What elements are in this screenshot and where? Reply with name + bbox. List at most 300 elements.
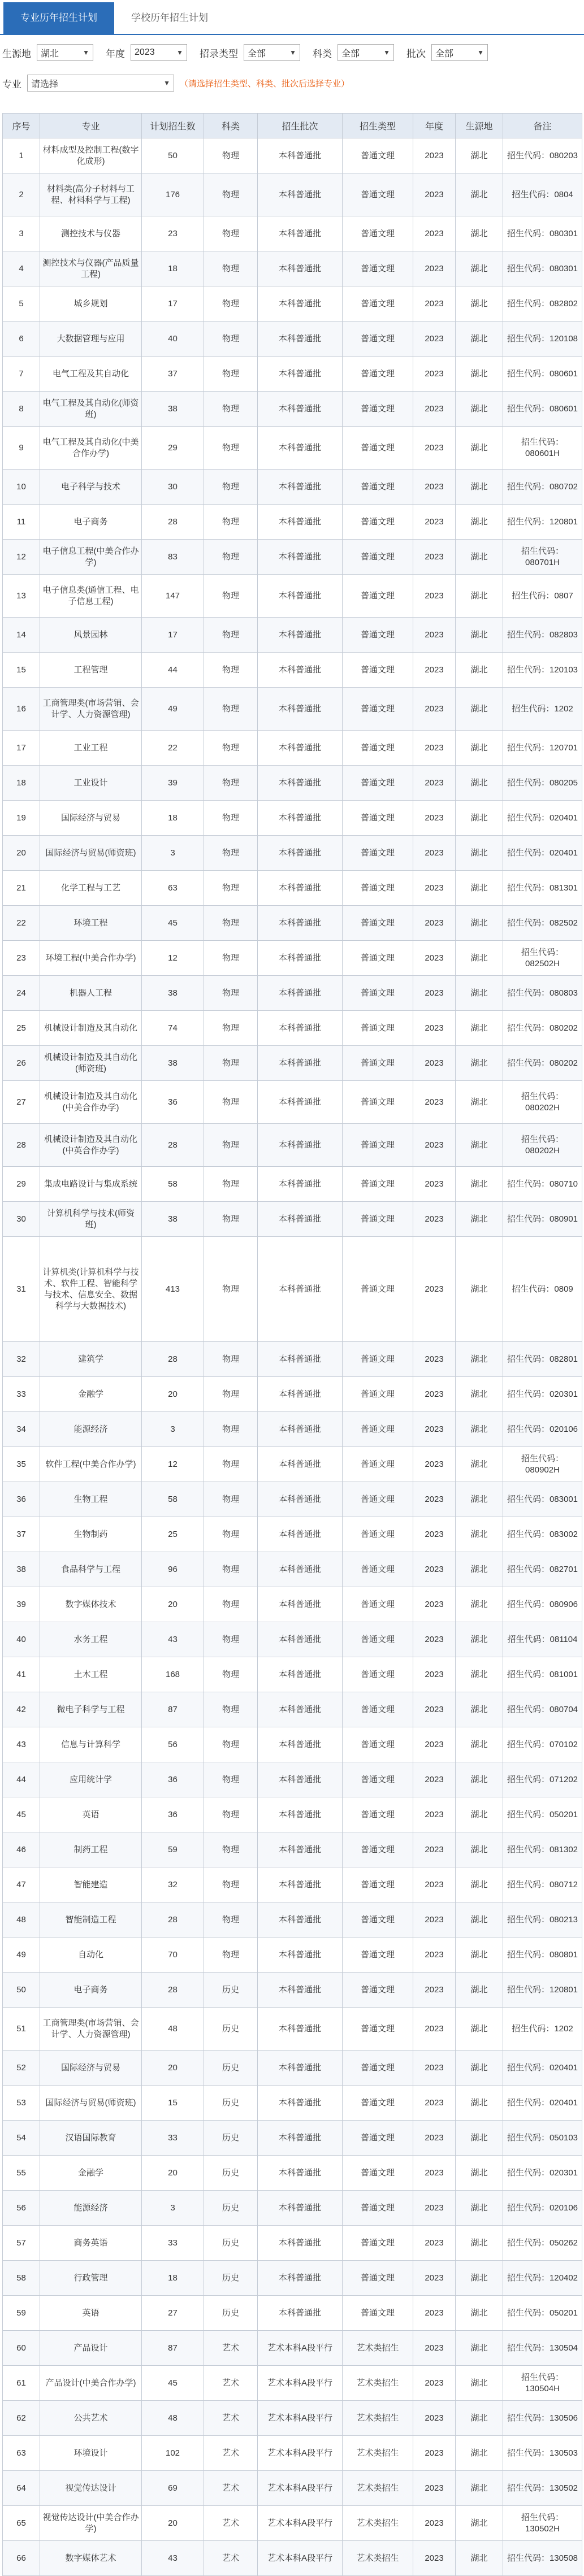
cell-plan-count: 59 [142,1832,204,1867]
cell-plan-count: 33 [142,2226,204,2261]
cell-major: 工商管理类(市场营销、会计学、人力资源管理) [40,688,142,731]
cell-index: 19 [3,801,40,836]
cell-origin: 湖北 [456,1124,503,1167]
subject-select[interactable] [338,44,394,61]
cell-remark: 招生代码：082801 [503,1342,582,1377]
cell-origin: 湖北 [456,392,503,427]
cell-year: 2023 [413,470,456,505]
cell-type: 普通文理 [343,766,413,801]
cell-batch: 艺术本科A段平行 [258,2506,343,2541]
header-major: 专业 [40,114,142,138]
cell-origin: 湖北 [456,2226,503,2261]
cell-remark: 招生代码：120108 [503,322,582,357]
cell-origin: 湖北 [456,1622,503,1657]
cell-type: 普通文理 [343,216,413,251]
origin-label: 生源地 [2,48,31,59]
cell-major: 测控技术与仪器(产品质量工程) [40,251,142,286]
filter-bar [0,35,584,70]
cell-origin: 湖北 [456,1587,503,1622]
major-filter-row [0,70,584,96]
cell-origin: 湖北 [456,766,503,801]
cell-origin: 湖北 [456,1237,503,1342]
cell-type: 普通文理 [343,1046,413,1081]
cell-remark: 招生代码：1202 [503,688,582,731]
header-plan-count: 计划招生数 [142,114,204,138]
cell-batch: 本科普通批 [258,1727,343,1762]
cell-index: 5 [3,286,40,322]
cell-plan-count: 38 [142,1046,204,1081]
cell-remark: 招生代码：130503 [503,2436,582,2471]
cell-index: 21 [3,871,40,906]
table-row [3,1797,582,1832]
table-row [3,1046,582,1081]
cell-batch: 本科普通批 [258,1938,343,1973]
cell-origin: 湖北 [456,731,503,766]
cell-subject: 艺术 [204,2471,258,2506]
table-row [3,1973,582,2008]
cell-remark: 招生代码：081302 [503,1832,582,1867]
cell-index: 2 [3,173,40,216]
cell-major: 材料成型及控制工程(数字化成形) [40,138,142,173]
cell-plan-count: 58 [142,1482,204,1517]
cell-type: 普通文理 [343,392,413,427]
cell-plan-count: 28 [142,1124,204,1167]
cell-index: 12 [3,540,40,575]
cell-remark: 招生代码：020301 [503,2156,582,2191]
table-row [3,941,582,976]
cell-type: 艺术类招生 [343,2366,413,2401]
cell-batch: 本科普通批 [258,836,343,871]
cell-subject: 艺术 [204,2331,258,2366]
cell-plan-count: 45 [142,906,204,941]
cell-index: 44 [3,1762,40,1797]
cell-type: 普通文理 [343,1973,413,2008]
cell-year: 2023 [413,1517,456,1552]
chevron-down-icon: ▼ [163,79,170,87]
table-row [3,1657,582,1692]
cell-batch: 本科普通批 [258,427,343,470]
cell-year: 2023 [413,2121,456,2156]
cell-index: 33 [3,1377,40,1412]
table-row [3,1342,582,1377]
cell-type: 普通文理 [343,286,413,322]
cell-plan-count: 18 [142,251,204,286]
cell-type: 艺术类招生 [343,2471,413,2506]
cell-remark: 招生代码：020401 [503,836,582,871]
cell-plan-count: 18 [142,801,204,836]
cell-year: 2023 [413,1902,456,1938]
cell-major: 风景园林 [40,618,142,653]
cell-type: 普通文理 [343,941,413,976]
cell-index: 45 [3,1797,40,1832]
major-label: 专业 [2,79,21,90]
cell-batch: 本科普通批 [258,941,343,976]
cell-type: 普通文理 [343,2051,413,2086]
cell-major: 智能建造 [40,1867,142,1902]
cell-subject: 物理 [204,1237,258,1342]
cell-origin: 湖北 [456,2471,503,2506]
cell-plan-count: 38 [142,392,204,427]
cell-plan-count: 58 [142,1167,204,1202]
cell-plan-count: 45 [142,2366,204,2401]
cell-index: 57 [3,2226,40,2261]
cell-type: 艺术类招生 [343,2541,413,2576]
cell-remark: 招生代码：120701 [503,731,582,766]
batch-select[interactable] [431,44,488,61]
table-header-row [3,114,582,138]
cell-type: 普通文理 [343,357,413,392]
cell-origin: 湖北 [456,1517,503,1552]
cell-plan-count: 25 [142,1517,204,1552]
cell-origin: 湖北 [456,2331,503,2366]
cell-year: 2023 [413,2506,456,2541]
cell-batch: 本科普通批 [258,1046,343,1081]
cell-major: 电气工程及其自动化(中美合作办学) [40,427,142,470]
cell-plan-count: 28 [142,1973,204,2008]
cell-year: 2023 [413,1797,456,1832]
cell-origin: 湖北 [456,1727,503,1762]
cell-batch: 本科普通批 [258,2051,343,2086]
cell-major: 土木工程 [40,1657,142,1692]
table-row [3,505,582,540]
cell-remark: 招生代码：130502H [503,2506,582,2541]
cell-remark: 招生代码：080906 [503,1587,582,1622]
cell-origin: 湖北 [456,505,503,540]
cell-major: 工业设计 [40,766,142,801]
cell-type: 普通文理 [343,801,413,836]
cell-index: 15 [3,653,40,688]
cell-plan-count: 28 [142,1342,204,1377]
cell-plan-count: 48 [142,2008,204,2051]
cell-plan-count: 20 [142,1587,204,1622]
cell-subject: 物理 [204,540,258,575]
cell-year: 2023 [413,2051,456,2086]
table-row [3,1237,582,1342]
cell-index: 14 [3,618,40,653]
cell-origin: 湖北 [456,1482,503,1517]
cell-subject: 物理 [204,1797,258,1832]
cell-origin: 湖北 [456,2436,503,2471]
cell-remark: 招生代码：080901 [503,1202,582,1237]
cell-year: 2023 [413,688,456,731]
cell-type: 普通文理 [343,1482,413,1517]
cell-index: 54 [3,2121,40,2156]
cell-batch: 本科普通批 [258,1552,343,1587]
cell-batch: 本科普通批 [258,1447,343,1482]
cell-remark: 招生代码：080601H [503,427,582,470]
cell-remark: 招生代码：130504 [503,2331,582,2366]
cell-year: 2023 [413,1867,456,1902]
cell-year: 2023 [413,575,456,618]
cell-remark: 招生代码：020401 [503,2086,582,2121]
cell-subject: 物理 [204,1011,258,1046]
table-row [3,1938,582,1973]
cell-major: 机械设计制造及其自动化(师资班) [40,1046,142,1081]
cell-batch: 本科普通批 [258,688,343,731]
cell-origin: 湖北 [456,1167,503,1202]
cell-subject: 物理 [204,1727,258,1762]
cell-index: 8 [3,392,40,427]
cell-origin: 湖北 [456,1762,503,1797]
origin-value: 湖北 [41,49,59,59]
cell-remark: 招生代码：020401 [503,801,582,836]
table-row [3,1727,582,1762]
chevron-down-icon: ▼ [176,49,183,57]
cell-subject: 物理 [204,470,258,505]
cell-plan-count: 33 [142,2121,204,2156]
cell-batch: 本科普通批 [258,540,343,575]
cell-subject: 物理 [204,1832,258,1867]
cell-origin: 湖北 [456,2541,503,2576]
cell-origin: 湖北 [456,2008,503,2051]
cell-origin: 湖北 [456,251,503,286]
cell-year: 2023 [413,1973,456,2008]
cell-major: 国际经济与贸易(师资班) [40,2086,142,2121]
cell-plan-count: 3 [142,1412,204,1447]
cell-batch: 本科普通批 [258,251,343,286]
cell-subject: 物理 [204,322,258,357]
cell-index: 31 [3,1237,40,1342]
cell-year: 2023 [413,138,456,173]
header-year: 年度 [413,114,456,138]
cell-index: 32 [3,1342,40,1377]
cell-remark: 招生代码：080701H [503,540,582,575]
chevron-down-icon: ▼ [289,49,296,57]
cell-index: 52 [3,2051,40,2086]
cell-subject: 物理 [204,1046,258,1081]
cell-type: 普通文理 [343,2296,413,2331]
major-select[interactable] [27,75,174,92]
cell-subject: 物理 [204,357,258,392]
cell-year: 2023 [413,1692,456,1727]
cell-batch: 本科普通批 [258,801,343,836]
cell-major: 信息与计算科学 [40,1727,142,1762]
cell-type: 普通文理 [343,976,413,1011]
cell-type: 普通文理 [343,688,413,731]
cell-major: 电子信息类(通信工程、电子信息工程) [40,575,142,618]
cell-index: 29 [3,1167,40,1202]
cell-plan-count: 36 [142,1797,204,1832]
cell-type: 普通文理 [343,427,413,470]
table-row [3,1124,582,1167]
cell-subject: 物理 [204,1517,258,1552]
cell-subject: 物理 [204,1692,258,1727]
cell-year: 2023 [413,2331,456,2366]
cell-batch: 本科普通批 [258,1867,343,1902]
table-row [3,2436,582,2471]
cell-origin: 湖北 [456,836,503,871]
header-subject: 科类 [204,114,258,138]
cell-origin: 湖北 [456,1046,503,1081]
cell-plan-count: 168 [142,1657,204,1692]
header-index: 序号 [3,114,40,138]
cell-index: 1 [3,138,40,173]
cell-year: 2023 [413,2226,456,2261]
cell-origin: 湖北 [456,427,503,470]
cell-batch: 艺术本科A段平行 [258,2331,343,2366]
cell-type: 普通文理 [343,2008,413,2051]
cell-remark: 招生代码：082802 [503,286,582,322]
cell-major: 材料类(高分子材料与工程、材料科学与工程) [40,173,142,216]
table-row [3,392,582,427]
table-row [3,618,582,653]
cell-subject: 物理 [204,138,258,173]
cell-index: 63 [3,2436,40,2471]
cell-index: 7 [3,357,40,392]
cell-batch: 本科普通批 [258,1377,343,1412]
cell-plan-count: 87 [142,2331,204,2366]
cell-batch: 本科普通批 [258,1762,343,1797]
cell-batch: 本科普通批 [258,2121,343,2156]
cell-major: 集成电路设计与集成系统 [40,1167,142,1202]
cell-subject: 物理 [204,906,258,941]
type-value: 全部 [248,49,266,59]
cell-year: 2023 [413,505,456,540]
cell-major: 金融学 [40,2156,142,2191]
table-row [3,2121,582,2156]
cell-index: 58 [3,2261,40,2296]
cell-index: 25 [3,1011,40,1046]
origin-select[interactable] [37,44,93,61]
cell-plan-count: 30 [142,470,204,505]
cell-remark: 招生代码：050201 [503,2296,582,2331]
cell-remark: 招生代码：020106 [503,1412,582,1447]
cell-major: 数字媒体艺术 [40,2541,142,2576]
cell-plan-count: 3 [142,2191,204,2226]
cell-batch: 本科普通批 [258,2156,343,2191]
cell-remark: 招生代码：0807 [503,575,582,618]
year-select[interactable] [131,44,187,61]
cell-remark: 招生代码：080203 [503,138,582,173]
cell-subject: 物理 [204,653,258,688]
cell-index: 40 [3,1622,40,1657]
table-row [3,731,582,766]
cell-major: 国际经济与贸易 [40,801,142,836]
cell-plan-count: 27 [142,2296,204,2331]
cell-subject: 物理 [204,836,258,871]
cell-plan-count: 20 [142,1377,204,1412]
cell-origin: 湖北 [456,801,503,836]
cell-batch: 本科普通批 [258,286,343,322]
cell-origin: 湖北 [456,1011,503,1046]
cell-subject: 物理 [204,1902,258,1938]
cell-subject: 艺术 [204,2366,258,2401]
table-row [3,2541,582,2576]
cell-index: 62 [3,2401,40,2436]
cell-plan-count: 38 [142,1202,204,1237]
cell-type: 普通文理 [343,1377,413,1412]
cell-batch: 本科普通批 [258,1902,343,1938]
cell-year: 2023 [413,357,456,392]
cell-type: 普通文理 [343,618,413,653]
cell-major: 机械设计制造及其自动化(中英合作办学) [40,1124,142,1167]
tab-major-plan[interactable]: 专业历年招生计划 [3,2,114,34]
cell-remark: 招生代码：120103 [503,653,582,688]
cell-major: 英语 [40,1797,142,1832]
cell-subject: 艺术 [204,2401,258,2436]
table-row [3,2506,582,2541]
cell-remark: 招生代码：050103 [503,2121,582,2156]
cell-major: 工程管理 [40,653,142,688]
cell-type: 普通文理 [343,138,413,173]
cell-remark: 招生代码：020301 [503,1377,582,1412]
table-row [3,470,582,505]
cell-index: 20 [3,836,40,871]
cell-subject: 物理 [204,871,258,906]
cell-index: 35 [3,1447,40,1482]
tab-school-plan[interactable]: 学校历年招生计划 [131,12,208,23]
table-row [3,871,582,906]
cell-type: 普通文理 [343,505,413,540]
cell-batch: 本科普通批 [258,1237,343,1342]
cell-index: 51 [3,2008,40,2051]
cell-subject: 物理 [204,1124,258,1167]
header-remark: 备注 [503,114,582,138]
cell-origin: 湖北 [456,2506,503,2541]
table-row [3,766,582,801]
cell-year: 2023 [413,906,456,941]
type-select[interactable] [244,44,300,61]
cell-batch: 本科普通批 [258,2261,343,2296]
cell-plan-count: 48 [142,2401,204,2436]
table-row [3,540,582,575]
cell-major: 软件工程(中美合作办学) [40,1447,142,1482]
cell-year: 2023 [413,1124,456,1167]
cell-subject: 历史 [204,2008,258,2051]
cell-remark: 招生代码：130504H [503,2366,582,2401]
cell-year: 2023 [413,1342,456,1377]
cell-batch: 本科普通批 [258,1081,343,1124]
cell-plan-count: 83 [142,540,204,575]
cell-index: 34 [3,1412,40,1447]
cell-remark: 招生代码：1202 [503,2008,582,2051]
cell-index: 13 [3,575,40,618]
table-row [3,688,582,731]
cell-batch: 艺术本科A段平行 [258,2401,343,2436]
cell-major: 电子信息工程(中美合作办学) [40,540,142,575]
cell-major: 计算机科学与技术(师资班) [40,1202,142,1237]
cell-remark: 招生代码：080213 [503,1902,582,1938]
cell-batch: 艺术本科A段平行 [258,2366,343,2401]
cell-origin: 湖北 [456,286,503,322]
cell-major: 金融学 [40,1377,142,1412]
cell-batch: 本科普通批 [258,1124,343,1167]
cell-remark: 招生代码：080202H [503,1124,582,1167]
cell-remark: 招生代码：081104 [503,1622,582,1657]
cell-remark: 招生代码：020106 [503,2191,582,2226]
cell-batch: 本科普通批 [258,322,343,357]
cell-type: 普通文理 [343,2086,413,2121]
cell-plan-count: 12 [142,941,204,976]
cell-batch: 本科普通批 [258,575,343,618]
chevron-down-icon: ▼ [83,49,89,57]
cell-index: 50 [3,1973,40,2008]
cell-batch: 本科普通批 [258,392,343,427]
cell-batch: 本科普通批 [258,976,343,1011]
type-label: 招录类型 [200,48,238,59]
cell-remark: 招生代码：080601 [503,392,582,427]
cell-major: 能源经济 [40,2191,142,2226]
cell-major: 商务英语 [40,2226,142,2261]
cell-major: 计算机类(计算机科学与技术、软件工程、智能科学与技术、信息安全、数据科学与大数据技术) [40,1237,142,1342]
cell-plan-count: 22 [142,731,204,766]
cell-year: 2023 [413,1447,456,1482]
cell-year: 2023 [413,1202,456,1237]
cell-year: 2023 [413,1046,456,1081]
cell-year: 2023 [413,322,456,357]
table-row [3,357,582,392]
cell-origin: 湖北 [456,138,503,173]
